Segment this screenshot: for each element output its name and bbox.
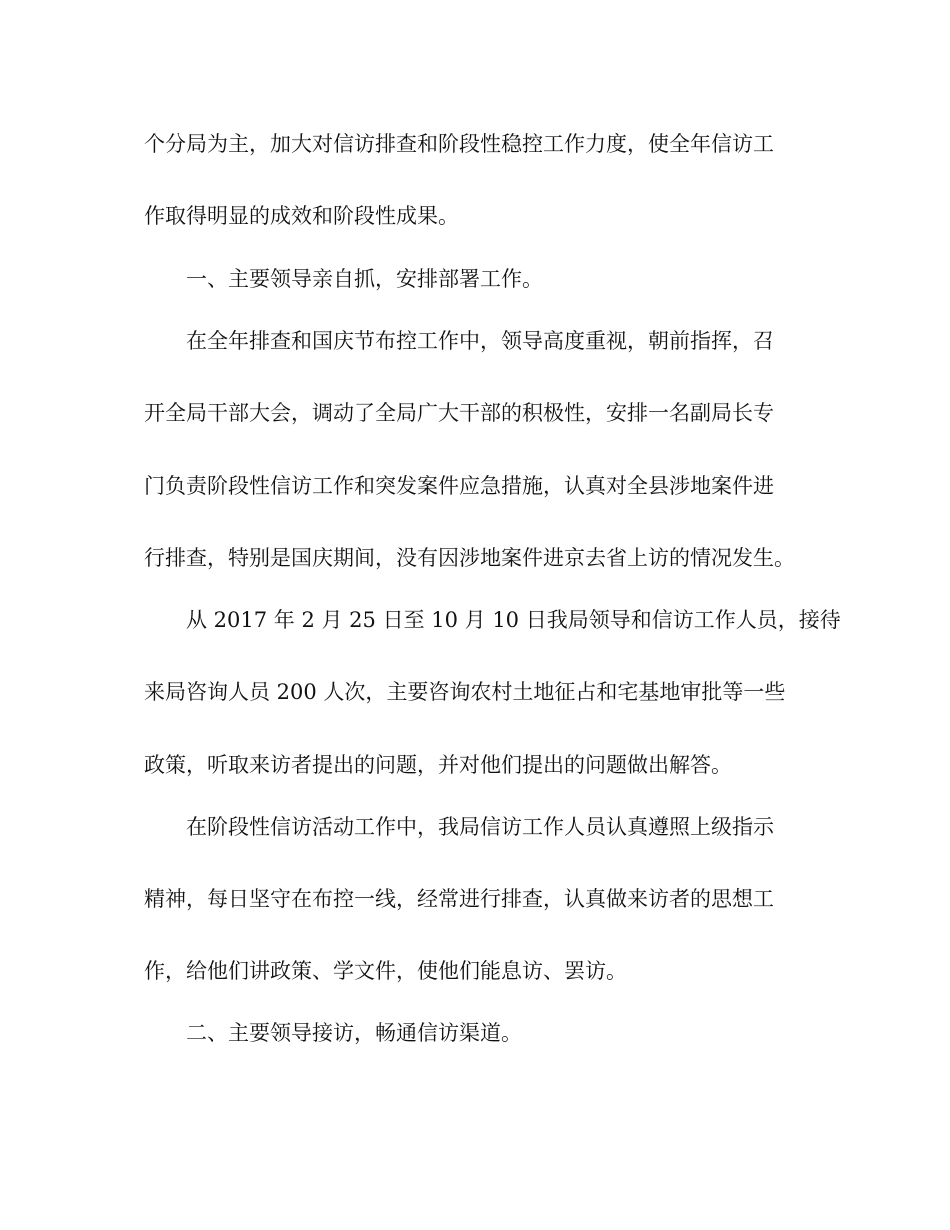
body-text-line: 作，给他们讲政策、学文件，使他们能息访、罢访。: [144, 959, 627, 983]
body-text-line: 精神，每日坚守在布控一线，经常进行排查，认真做来访者的思想工: [144, 887, 774, 911]
body-text-line: 行排查，特别是国庆期间，没有因涉地案件进京去省上访的情况发生。: [144, 546, 795, 570]
body-text-line: 政策，听取来访者提出的问题，并对他们提出的问题做出解答。: [144, 753, 732, 777]
body-text-line: 在阶段性信访活动工作中，我局信访工作人员认真遵照上级指示: [186, 815, 774, 839]
body-text-line: 从 2017 年 2 月 25 日至 10 月 10 日我局领导和信访工作人员，接待: [186, 608, 841, 632]
section-heading-1: 一、主要领导亲自抓，安排部署工作。: [186, 267, 543, 291]
body-text-line: 开全局干部大会，调动了全局广大干部的积极性，安排一名副局长专: [144, 401, 774, 425]
body-text-line: 来局咨询人员 200 人次，主要咨询农村土地征占和宅基地审批等一些: [144, 680, 786, 704]
body-text-line: 门负责阶段性信访工作和突发案件应急措施，认真对全县涉地案件进: [144, 474, 774, 498]
section-heading-2: 二、主要领导接访，畅通信访渠道。: [186, 1021, 522, 1045]
body-text-line: 作取得明显的成效和阶段性成果。: [144, 204, 459, 228]
body-text-line: 在全年排查和国庆节布控工作中，领导高度重视，朝前指挥，召: [186, 329, 774, 353]
body-text-line: 个分局为主，加大对信访排查和阶段性稳控工作力度，使全年信访工: [144, 132, 774, 156]
